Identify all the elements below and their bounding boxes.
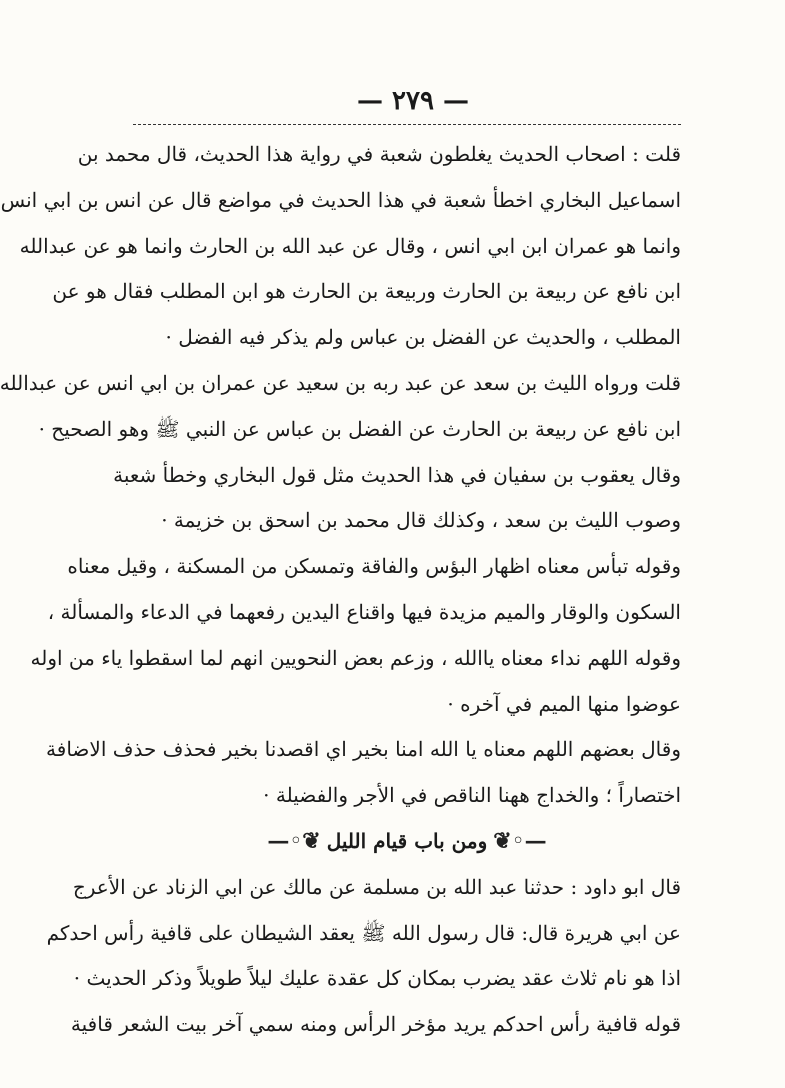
text-line: عوضوا منها الميم في آخره · [447,691,681,716]
text-line: قال ابو داود : حدثنا عبد الله بن مسلمة عن مالك عن ابي الزناد عن الأعرج [72,874,681,899]
ornament-right-icon: —◦❦ [493,827,547,854]
page-number: — ٢٧٩ — [356,86,470,116]
body-text [0,132,681,1048]
text-line: اختصاراً ؛ والخداج ههنا الناقص في الأجر والفضيلة · [263,783,681,808]
text-line: عن ابي هريرة قال: قال رسول الله ﷺ يعقد الشيطان على قافية رأس احدكم [46,920,681,945]
section-heading-text: ومن باب قيام الليل [326,828,488,853]
text-line: ابن نافع عن ربيعة بن الحارث وربيعة بن الحارث هو ابن المطلب فقال هو عن [52,279,681,304]
ornament-left-icon: ❦◦— [267,827,321,854]
text-line: قلت : اصحاب الحديث يغلطون شعبة في رواية هذا الحديث، قال محمد بن [77,142,681,166]
text-line: وقال يعقوب بن سفيان في هذا الحديث مثل قول البخاري وخطأ شعبة [113,462,681,487]
text-line: ابن نافع عن ربيعة بن الحارث عن الفضل بن عباس عن النبي ﷺ وهو الصحيح · [38,416,681,441]
section-heading [133,819,681,865]
text-line: المطلب ، والحديث عن الفضل بن عباس ولم يذكر فيه الفضل · [165,325,681,350]
text-line: اسماعيل البخاري اخطأ شعبة في هذا الحديث في مواضع قال عن انس بن ابي انس [0,187,681,212]
text-line: قلت ورواه الليث بن سعد عن عبد ربه بن سعيد عن عمران بن ابي انس عن عبدالله [0,370,681,395]
text-line: قوله قافية رأس احدكم يريد مؤخر الرأس ومنه سمي آخر بيت الشعر قافية [70,1012,681,1037]
text-line: وقوله تبأس معناه اظهار البؤس والفاقة وتمسكن من المسكنة ، وقيل معناه [67,554,681,579]
text-line: وقال بعضهم اللهم معناه يا الله امنا بخير اي اقصدنا بخير فحذف حذف الاضافة [46,737,681,762]
text-line: وصوب الليث بن سعد ، وكذلك قال محمد بن اسحق بن خزيمة · [161,508,681,533]
text-line: اذا هو نام ثلاث عقد يضرب بمكان كل عقدة عليك ليلاً طويلاً وذكر الحديث · [73,966,681,991]
text-line: السكون والوقار والميم مزيدة فيها واقناع اليدين رفعهما في الدعاء والمسألة ، [47,599,681,624]
text-line: وانما هو عمران ابن ابي انس ، وقال عن عبد الله بن الحارث وانما هو عن عبدالله [19,233,681,258]
header-divider [133,124,681,125]
text-line: وقوله اللهم نداء معناه ياالله ، وزعم بعض النحويين انهم لما اسقطوا ياء من اوله [30,645,681,670]
